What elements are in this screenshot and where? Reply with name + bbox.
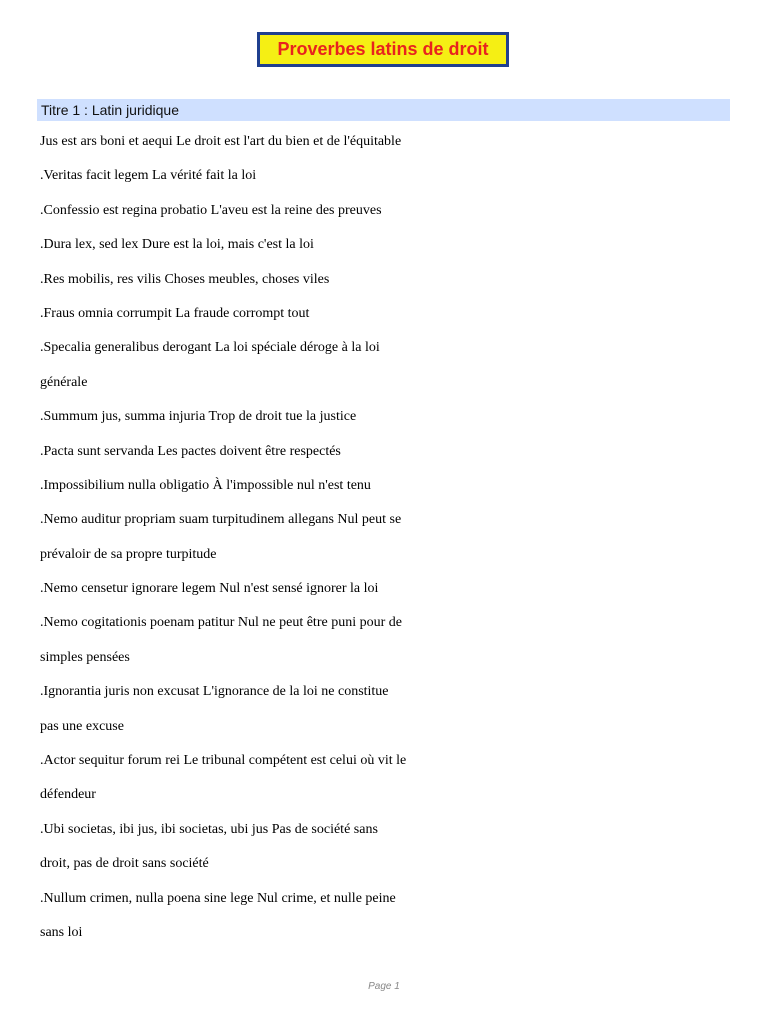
text-line: prévaloir de sa propre turpitude xyxy=(40,546,217,562)
text-line: .Confessio est regina probatio L'aveu est la reine des preuves xyxy=(40,202,382,218)
page-number: Page 1 xyxy=(368,981,400,992)
text-line: simples pensées xyxy=(40,649,130,665)
section-header xyxy=(37,99,730,121)
text-line: générale xyxy=(40,374,88,390)
text-line: .Ignorantia juris non excusat L'ignorance de la loi ne constitue xyxy=(40,684,389,700)
text-line: .Nemo censetur ignorare legem Nul n'est sensé ignorer la loi xyxy=(40,581,379,597)
text-line: défendeur xyxy=(40,787,96,803)
text-line: sans loi xyxy=(40,924,83,940)
text-line: Jus est ars boni et aequi Le droit est l'art du bien et de l'équitable xyxy=(40,134,402,149)
text-line: droit, pas de droit sans société xyxy=(40,856,209,872)
text-line: .Nemo auditur propriam suam turpitudinem allegans Nul peut se xyxy=(40,512,402,528)
document-title: Proverbes latins de droit xyxy=(277,39,489,59)
text-line: .Pacta sunt servanda Les pactes doivent être respectés xyxy=(40,443,341,459)
proverb-list xyxy=(40,132,740,957)
text-line: .Dura lex, sed lex Dure est la loi, mais c'est la loi xyxy=(40,237,314,253)
section-title: Titre 1 : Latin juridique xyxy=(41,102,179,118)
text-line: .Actor sequitur forum rei Le tribunal compétent est celui où vit le xyxy=(40,753,407,769)
text-line: .Fraus omnia corrumpit La fraude corrompt tout xyxy=(40,305,310,321)
text-line: .Ubi societas, ibi jus, ibi societas, ubi jus Pas de société sans xyxy=(40,821,378,837)
text-line: pas une excuse xyxy=(40,718,124,734)
text-line: .Summum jus, summa injuria Trop de droit tue la justice xyxy=(40,409,357,425)
text-line: .Veritas facit legem La vérité fait la loi xyxy=(40,168,257,184)
text-line: .Nullum crimen, nulla poena sine lege Nul crime, et nulle peine xyxy=(40,890,396,906)
text-line: .Impossibilium nulla obligatio À l'impossible nul n'est tenu xyxy=(40,477,371,493)
text-line: .Specalia generalibus derogant La loi spéciale déroge à la loi xyxy=(40,340,380,356)
text-line: .Nemo cogitationis poenam patitur Nul ne peut être puni pour de xyxy=(40,615,402,631)
text-line: .Res mobilis, res vilis Choses meubles, choses viles xyxy=(40,271,330,287)
document-title-box xyxy=(257,32,509,67)
